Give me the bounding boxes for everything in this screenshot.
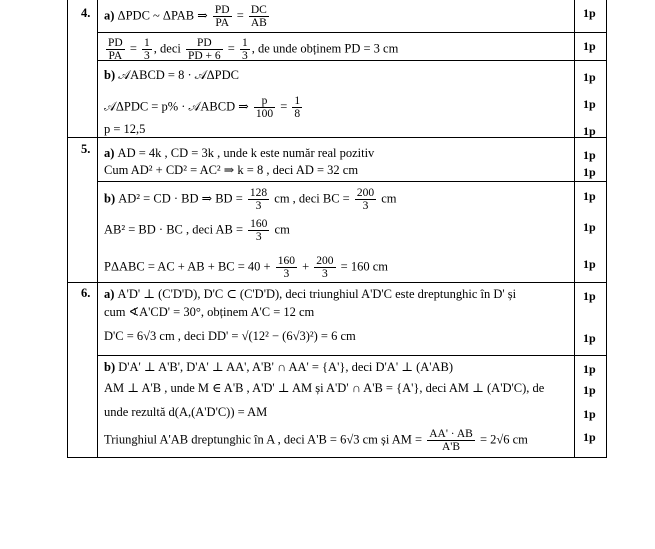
fraction-numerator: PD (108, 37, 123, 49)
math-text: unde rezultă d(A,(A'D'C)) = AM (104, 405, 268, 419)
row-divider (97, 32, 606, 33)
fraction-denominator: A'B (441, 441, 461, 453)
fraction (427, 428, 475, 453)
solution-line (104, 163, 358, 177)
fraction (314, 255, 335, 280)
fraction-denominator: 3 (144, 50, 150, 62)
points-value: 1p (583, 257, 596, 271)
fraction (213, 4, 232, 29)
table-border-left (67, 0, 68, 458)
problem-number: 5. (81, 142, 91, 156)
fraction-denominator: 3 (255, 231, 262, 243)
fraction-numerator: 200 (316, 255, 334, 267)
fraction-denominator: 3 (283, 268, 290, 280)
math-text: AD² = CD · BD ⇒ BD = (118, 191, 246, 206)
fraction (106, 37, 125, 62)
fraction-numerator: DC (250, 4, 267, 16)
points-value: 1p (583, 189, 596, 203)
problem-number: 4. (81, 6, 91, 20)
fraction (292, 95, 302, 120)
fraction-denominator: 3 (255, 200, 262, 212)
table-border-right (606, 0, 607, 458)
points-value: 1p (583, 289, 596, 303)
points-value: 1p (583, 124, 596, 138)
math-text: , de unde obținem PD = 3 cm (251, 41, 399, 56)
fraction-numerator: 1 (241, 37, 248, 49)
math-text: cm (378, 191, 397, 206)
solution-line (104, 360, 453, 374)
fraction-numerator: 200 (356, 187, 375, 199)
points-value: 1p (583, 148, 596, 162)
fraction (276, 255, 297, 280)
math-text: 𝒜ΔPDC = p% · 𝒜ABCD ⇒ (104, 99, 252, 114)
fraction-denominator: 8 (294, 108, 301, 120)
math-text: A'D' ⊥ (C'D'D), D'C ⊂ (C'D'D), deci triunghiul A'D'C este dreptunghic în D' și (117, 287, 517, 301)
solution-line (104, 405, 267, 419)
section-divider (67, 282, 607, 283)
fraction-numerator: PD (186, 37, 223, 50)
section-divider (67, 137, 607, 138)
problem-number: 6. (81, 286, 91, 300)
fraction (355, 187, 376, 212)
solution-line (104, 218, 290, 243)
points-value: 1p (583, 331, 596, 345)
solution-line (104, 4, 271, 29)
fraction-numerator: AA' · AB (429, 428, 473, 440)
math-text: , deci (153, 41, 184, 56)
math-text: = (126, 41, 141, 56)
fraction (248, 218, 269, 243)
math-text: ΔPDC ~ ΔPAB ⇒ (117, 8, 211, 23)
fraction-denominator: AB (250, 17, 267, 29)
points-value: 1p (583, 6, 596, 20)
solution-line (104, 287, 516, 301)
solution-line (104, 37, 398, 62)
math-text: p = 12,5 (104, 122, 146, 136)
points-value: 1p (583, 97, 596, 111)
math-text: cm , deci BC = (271, 191, 353, 206)
subpoint-label: a) (104, 146, 118, 160)
fraction-denominator: PA (215, 17, 230, 29)
subpoint-label: b) (104, 68, 119, 82)
math-text: 𝒜ABCD = 8 · 𝒜ΔPDC (118, 68, 239, 82)
points-value: 1p (583, 407, 596, 421)
math-text: Triunghiul A'AB dreptunghic în A , deci A'B = 6√3 cm și AM = (104, 432, 426, 447)
column-divider-number (97, 0, 98, 458)
grading-table (67, 0, 607, 458)
points-value: 1p (583, 383, 596, 397)
solution-line (104, 122, 145, 136)
math-text: = 160 cm (337, 259, 388, 274)
math-text: D'A' ⊥ A'B', D'A' ⊥ AA', A'B' ∩ AA' = {A'}, deci D'A' ⊥ (A'AB) (118, 360, 454, 374)
fraction (248, 187, 269, 212)
fraction-denominator: 3 (322, 268, 328, 280)
fraction (186, 37, 223, 62)
math-text: = 2√6 cm (476, 432, 528, 447)
math-text: = (224, 41, 238, 56)
column-divider-points (574, 0, 575, 458)
fraction-numerator: PD (214, 4, 230, 16)
fraction-denominator: 100 (255, 108, 274, 120)
fraction-numerator: 1 (294, 95, 301, 107)
subpoint-label: b) (104, 191, 119, 206)
solution-line (104, 329, 356, 343)
fraction-denominator: PA (108, 50, 123, 62)
points-value: 1p (583, 430, 596, 444)
solution-line (104, 68, 239, 82)
math-text: AB² = BD · BC , deci AB = (104, 222, 247, 237)
row-divider (97, 355, 606, 356)
math-text: cm (271, 222, 290, 237)
solution-line (104, 255, 388, 280)
points-value: 1p (583, 70, 596, 84)
fraction (240, 37, 250, 62)
math-text: + (298, 259, 313, 274)
fraction (142, 37, 152, 62)
fraction-denominator: 3 (362, 200, 369, 212)
fraction-numerator: 160 (277, 255, 295, 267)
points-value: 1p (583, 165, 596, 179)
math-text: = (233, 8, 247, 23)
subpoint-label: a) (104, 287, 118, 301)
solution-line (104, 428, 528, 453)
fraction-numerator: 160 (250, 218, 268, 230)
fraction-denominator: PD + 6 (187, 50, 221, 62)
math-text: AM ⊥ A'B , unde M ∈ A'B , A'D' ⊥ AM și A'D' ∩ A'B = {A'}, deci AM ⊥ (A'D'C), de (104, 381, 545, 395)
solution-line (104, 381, 544, 395)
points-value: 1p (583, 362, 596, 376)
math-text: Cum AD² + CD² = AC² ⇒ k = 8 , deci AD = 32 cm (104, 163, 359, 177)
points-value: 1p (583, 220, 596, 234)
subpoint-label: a) (104, 8, 118, 23)
fraction-denominator: 3 (241, 50, 248, 62)
fraction-numerator: p (254, 95, 275, 108)
math-text: PΔABC = AC + AB + BC = 40 + (104, 259, 274, 274)
table-border-bottom (67, 457, 607, 458)
solution-line (104, 146, 374, 160)
solution-line (104, 95, 304, 120)
math-text: D'C = 6√3 cm , deci DD' = √(12² − (6√3)²) = 6 cm (104, 329, 356, 343)
math-text: AD = 4k , CD = 3k , unde k este număr real pozitiv (117, 146, 375, 160)
solution-line (104, 305, 314, 319)
subpoint-label: b) (104, 360, 119, 374)
fraction (254, 95, 275, 120)
solution-line (104, 187, 397, 212)
points-value: 1p (583, 39, 596, 53)
fraction-numerator: 128 (249, 187, 268, 199)
fraction-numerator: 1 (144, 37, 150, 49)
row-divider (97, 181, 606, 182)
fraction (249, 4, 269, 29)
math-text: = (277, 99, 291, 114)
math-text: cum ∢A'CD' = 30°, obținem A'C = 12 cm (104, 305, 315, 319)
